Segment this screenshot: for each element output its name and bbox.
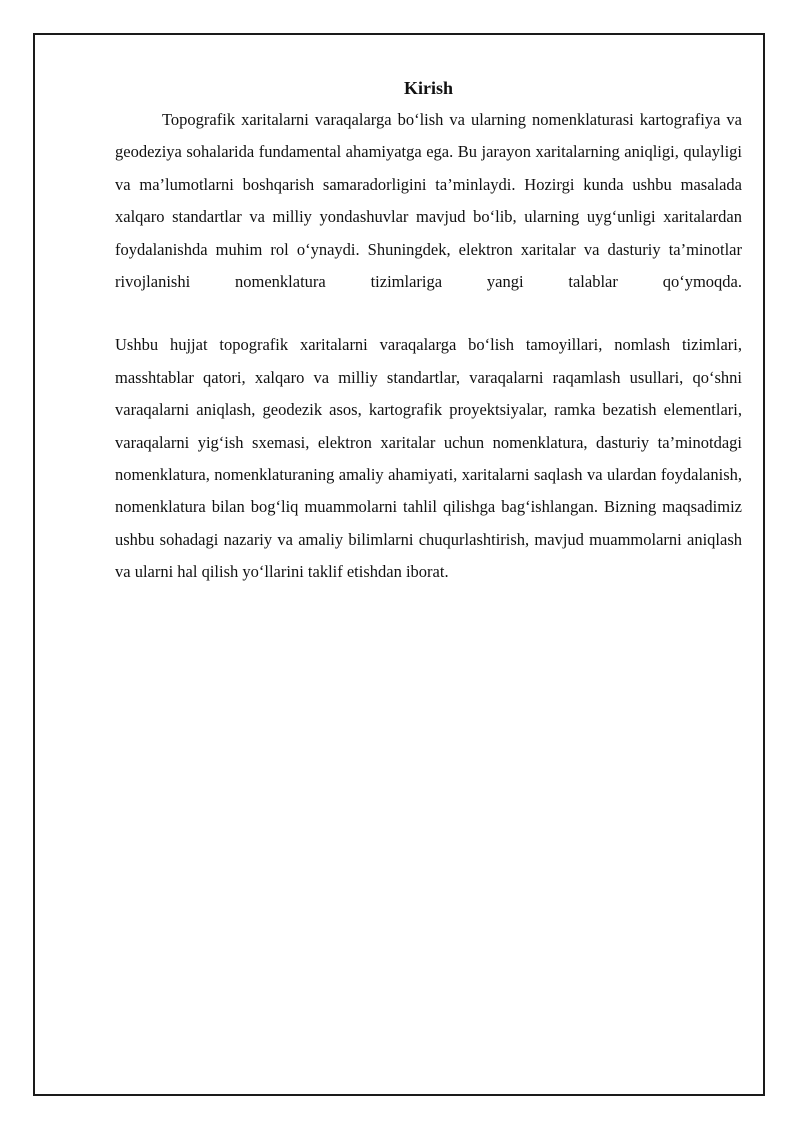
- intro-paragraph-2: Ushbu hujjat topografik xaritalarni varaqalarga bo‘lish tamoyillari, nomlash tizimlari, masshtablar qatori, xalqaro va milliy standartlar, varaqalarni raqamlash usullari, qo‘shni varaqalarni aniqlash, geodezik asos, kartografik proyektsiyalar, ramka bezatish elementlari, varaqalarni yig‘ish sxemasi, elektron xaritalar uchun nomenklatura, dasturiy ta’minotdagi nomenklatura, nomenklaturaning amaliy ahamiyati, xaritalarni saqlash va ulardan foydalanish, nomenklatura bilan bog‘liq muammolarni tahlil qilishga bag‘ishlangan. Bizning maqsadimiz ushbu sohadagi nazariy va amaliy bilimlarni chuqurlashtirish, mavjud muammolarni aniqlash va ularni hal qilish yo‘llarini taklif etishdan iborat.: [115, 335, 742, 582]
- document-body: [115, 74, 742, 589]
- document-title: Kirish: [403, 78, 453, 98]
- intro-paragraph-1: Topografik xaritalarni varaqalarga bo‘lish va ularning nomenklaturasi kartografiya va geodeziya sohalarida fundamental ahamiyatga ega. Bu jarayon xaritalarning aniqligi, qulayligi va ma’lumotlarni boshqarish samaradorligini ta’minlaydi. Hozirgi kunda ushbu masalada xalqaro standartlar va milliy yondashuvlar mavjud bo‘lib, ularning uyg‘unligi xaritalardan foydalanishda muhim rol o‘ynaydi. Shuningdek, elektron xaritalar va dasturiy ta’minotlar rivojlanishi nomenklatura tizimlariga yangi talablar qo‘ymoqda.: [115, 110, 742, 292]
